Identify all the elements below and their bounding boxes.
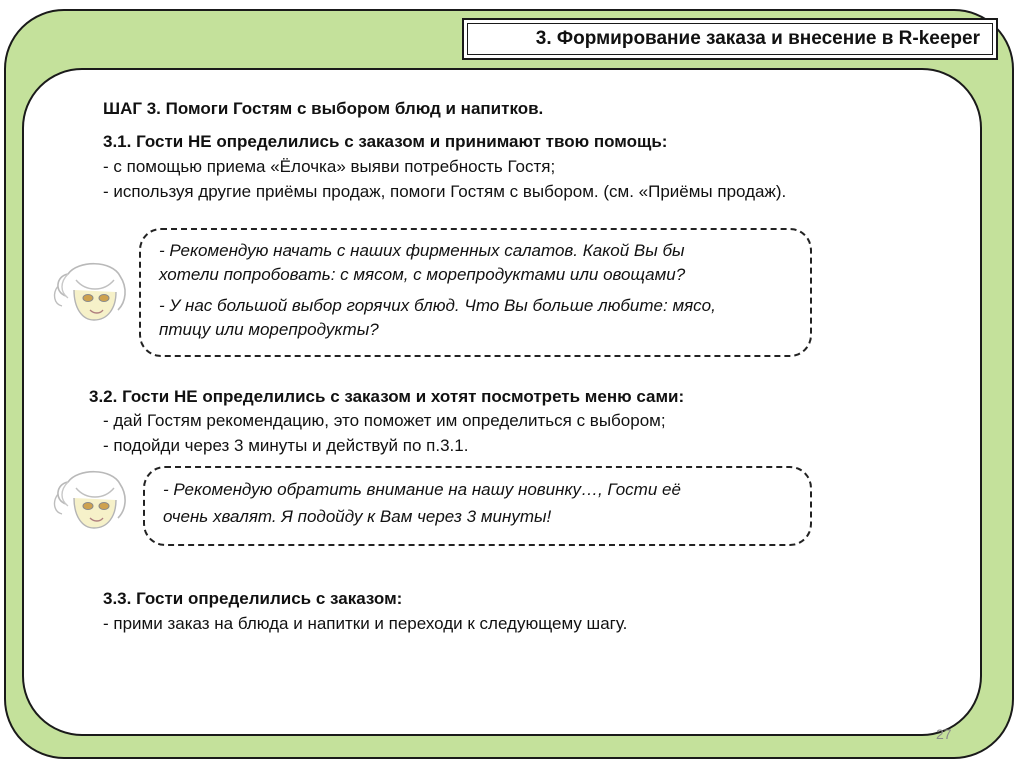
waitress-face-icon xyxy=(52,470,132,532)
bubble-1-line: - Рекомендую начать с наших фирменных салатов. Какой Вы бы xyxy=(159,241,685,260)
bubble-1-line: - У нас большой выбор горячих блюд. Что Вы больше любите: мясо, xyxy=(159,296,716,315)
slide-title-box xyxy=(462,18,998,60)
section-2-item: - дай Гостям рекомендацию, это поможет им определиться с выбором; xyxy=(103,411,666,430)
section-1-item: - используя другие приёмы продаж, помоги Гостям с выбором. (см. «Приёмы продаж). xyxy=(103,182,787,201)
bubble-1-line: птицу или морепродукты? xyxy=(159,320,379,339)
bubble-1-line: хотели попробовать: с мясом, с морепродуктами или овощами? xyxy=(159,265,686,284)
slide-title: 3. Формирование заказа и внесение в R-keeper xyxy=(535,28,980,49)
section-3-heading: 3.3. Гости определились с заказом: xyxy=(103,589,403,608)
page-number: 27 xyxy=(936,726,952,742)
bubble-2-line: очень хвалят. Я подойду к Вам через 3 минуты! xyxy=(163,507,552,526)
section-2-heading: 3.2. Гости НЕ определились с заказом и хотят посмотреть меню сами: xyxy=(89,387,685,406)
section-2-item: - подойди через 3 минуты и действуй по п.3.1. xyxy=(103,436,469,455)
bubble-2-line: - Рекомендую обратить внимание на нашу новинку…, Гости её xyxy=(163,480,681,499)
section-3-item: - прими заказ на блюда и напитки и переходи к следующему шагу. xyxy=(103,614,628,633)
section-1-heading: 3.1. Гости НЕ определились с заказом и принимают твою помощь: xyxy=(103,132,668,151)
waitress-face-icon xyxy=(52,262,132,324)
section-1-item: - с помощью приема «Ёлочка» выяви потребность Гостя; xyxy=(103,157,556,176)
step-heading: ШАГ 3. Помоги Гостям с выбором блюд и напитков. xyxy=(103,99,544,118)
